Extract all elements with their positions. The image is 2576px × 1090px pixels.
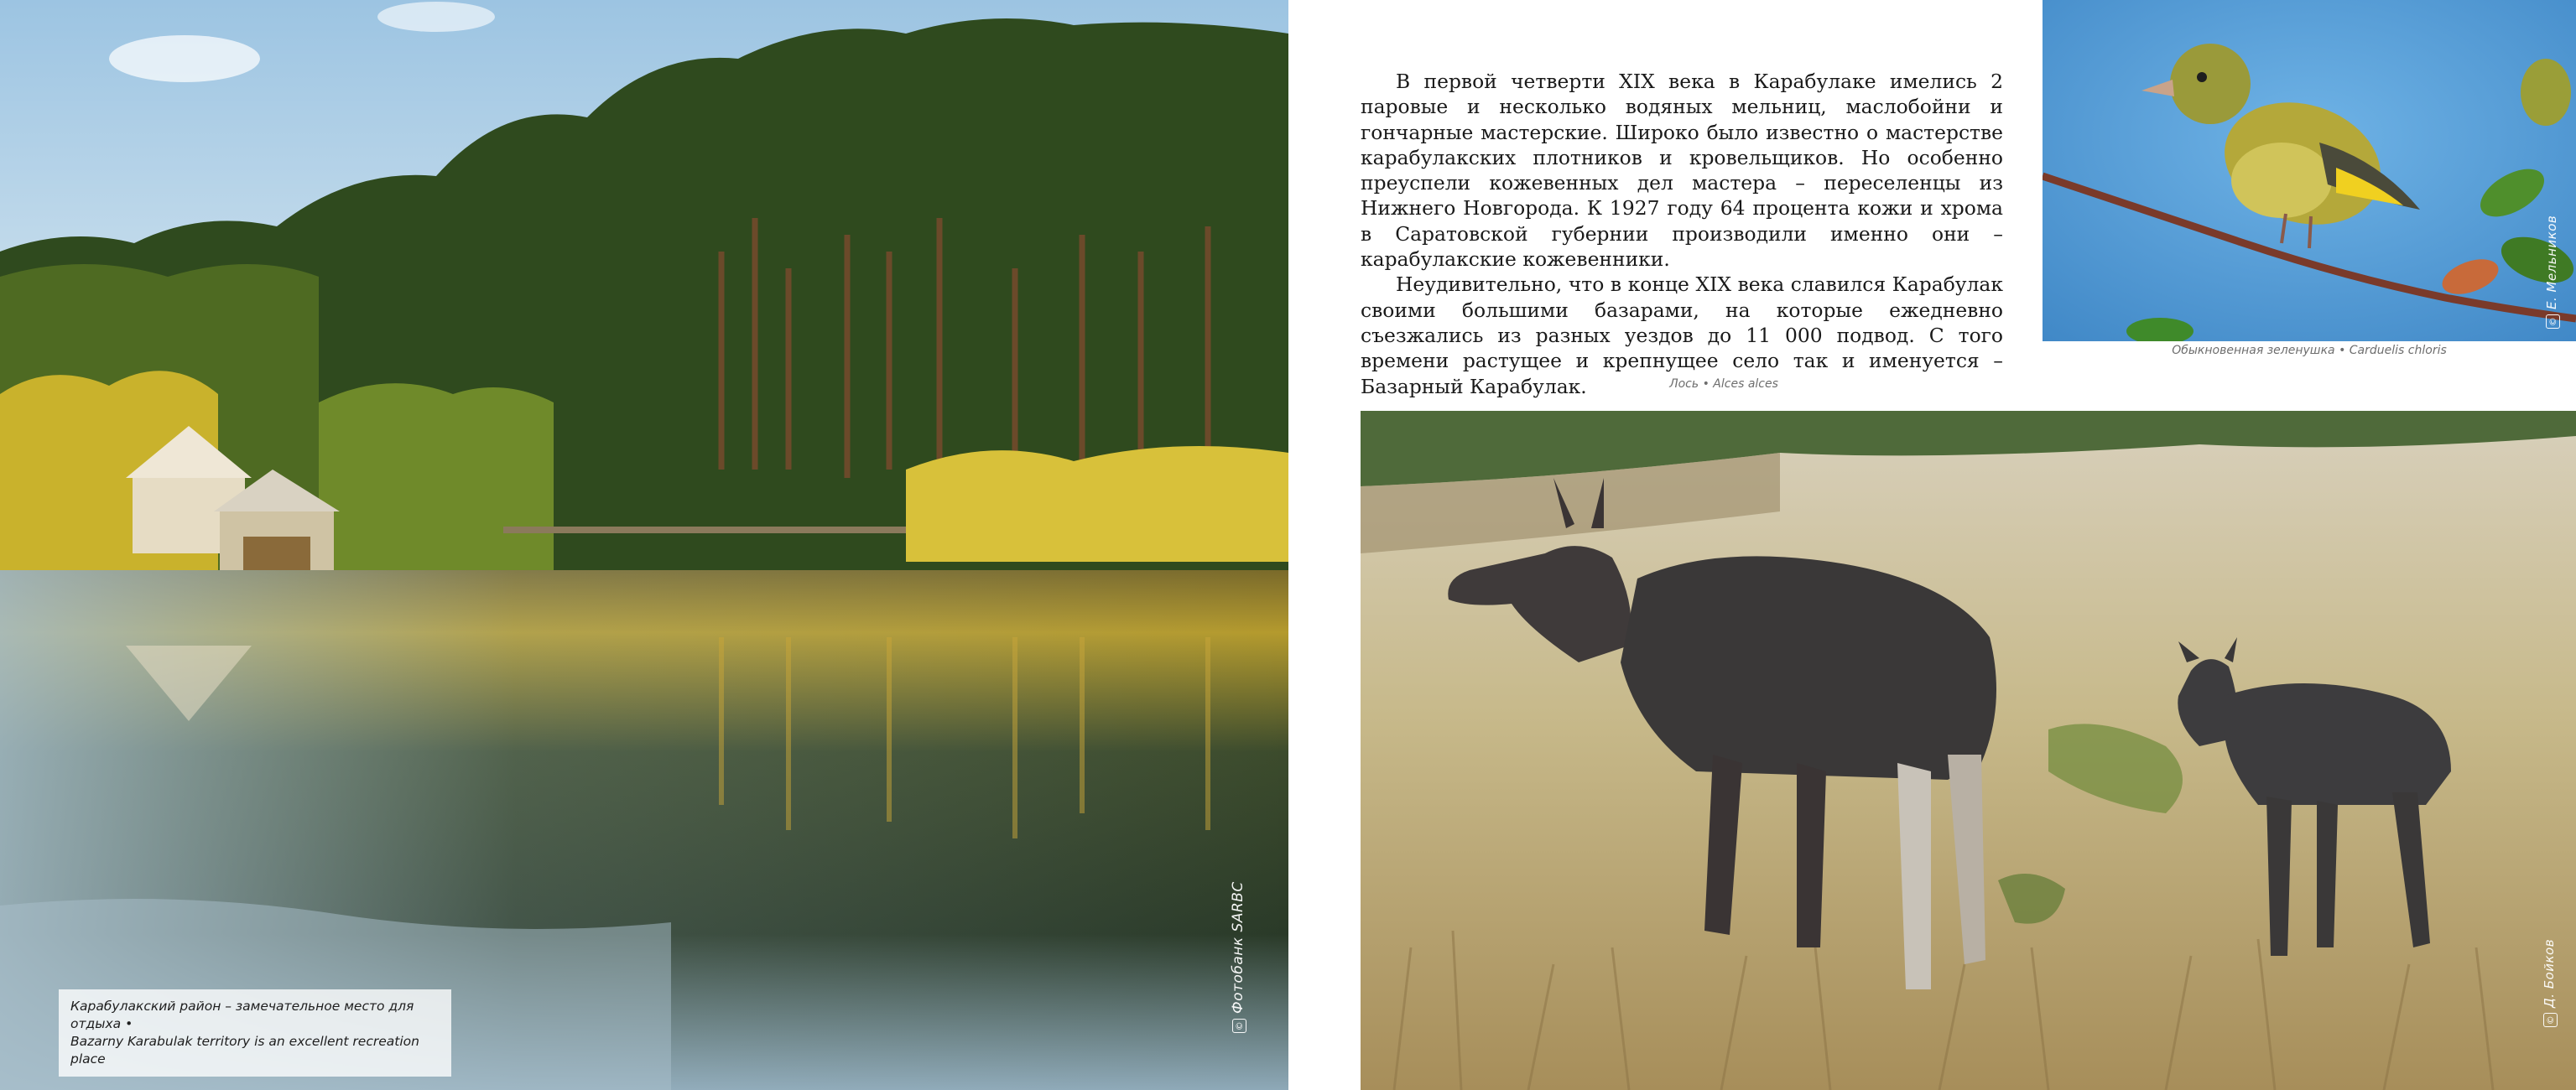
copyright-icon: © [2543,1013,2558,1027]
moose-photo-credit-text: Д. Бойков [2542,938,2557,1008]
copyright-icon: © [1232,1019,1246,1033]
moose-image [1361,411,2576,1090]
lake-photo-credit-text: Фотобанк SARBC [1230,881,1246,1014]
lake-caption [59,989,451,1077]
paragraph-1: В первой четверти XIX века в Карабулаке имелись 2 паровые и несколько водяных мельниц, маслобойни и гончарные мастерские. Широко было известно о мастерстве карабулакских плотников и кровельщиков. Но особенно преуспели кожевенных дел мастера – переселенцы из Нижнего Новгорода. К 1927 году 64 процента кожи и хрома в Саратовской губернии производили именно они – карабулакские кожевенники. [1361,70,2003,272]
lake-photo-credit [1230,881,1246,1033]
greenfinch-photo-credit-text: Е. Мельников [2544,215,2559,309]
moose-caption: Лось • Alces alces [1669,377,1778,391]
moose-photo [1361,411,2576,1090]
greenfinch-photo [2043,0,2576,341]
greenfinch-photo-credit [2544,215,2560,329]
paragraph-2: Неудивительно, что в конце XIX века славился Карабулак своими большими базарами, на которые ежедневно съезжались из разных уездов до 11 000 подвод. С того времени растущее и крепнущее село так и именуется – Базарный Карабулак. [1361,272,2003,398]
copyright-icon: © [2546,314,2560,329]
body-text [1361,69,2003,399]
lake-caption-ru: Карабулакский район – замечательное место для отдыха • [70,999,414,1031]
greenfinch-image [2043,0,2576,341]
greenfinch-caption: Обыкновенная зеленушка • Carduelis chloris [2172,344,2447,357]
moose-photo-credit [2542,939,2558,1027]
lake-caption-en: Bazarny Karabulak territory is an excellent recreation place [70,1034,419,1067]
